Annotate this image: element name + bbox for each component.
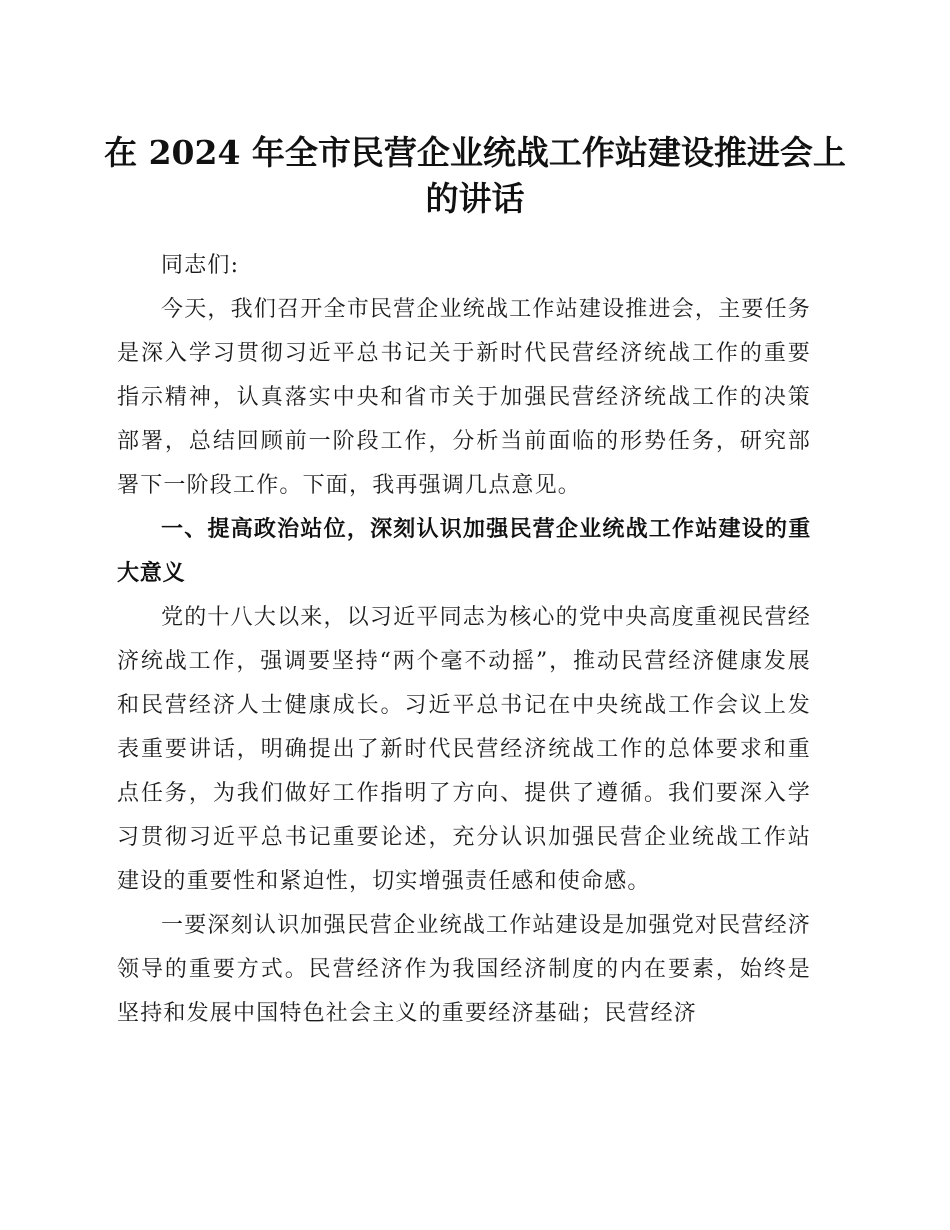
paragraph-section-1: 党的十八大以来，以习近平同志为核心的党中央高度重视民营经济统战工作，强调要坚持“两个毫不动摇”，推动民营经济健康发展和民营经济人士健康成长。习近平总书记在中央统战工作会议上发表重要讲话，明确提出了新时代民营经济统战工作的总体要求和重点任务，为我们做好工作指明了方向、提供了遵循。我们要深入学习贯彻习近平总书记重要论述，充分认识加强民营企业统战工作站建设的重要性和紧迫性，切实增强责任感和使命感。 xyxy=(117,605,811,894)
paragraph-point-1: 一要深刻认识加强民营企业统战工作站建设是加强党对民营经济领导的重要方式。民营经济作为我国经济制度的内在要素，始终是坚持和发展中国特色社会主义的重要经济基础；民营经济 xyxy=(117,913,811,1026)
section-heading-1: 一、提高政治站位，深刻认识加强民营企业统战工作站建设的重大意义 xyxy=(117,517,811,586)
paragraph-intro: 今天，我们召开全市民营企业统战工作站建设推进会，主要任务是深入学习贯彻习近平总书记关于新时代民营经济统战工作的重要指示精神，认真落实中央和省市关于加强民营经济统战工作的决策部署，总结回顾前一阶段工作，分析当前面临的形势任务，研究部署下一阶段工作。下面，我再强调几点意见。 xyxy=(117,297,811,498)
salutation: 同志们: xyxy=(161,253,240,278)
document-title: 在 2024 年全市民营企业统战工作站建设推进会上的讲话 xyxy=(104,133,846,218)
document-body xyxy=(117,244,811,1036)
